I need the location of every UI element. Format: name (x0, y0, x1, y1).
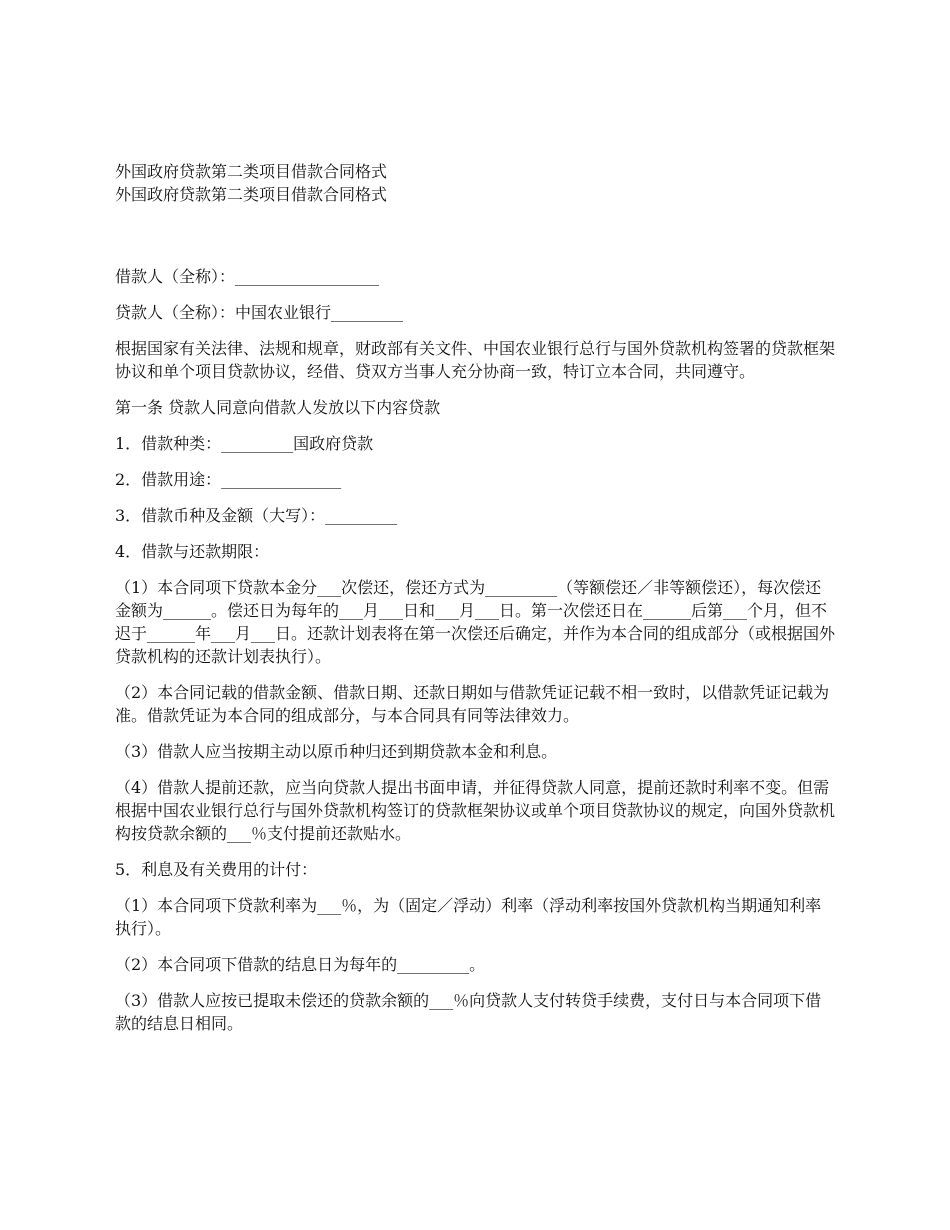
item-4-2-loan-voucher: （2）本合同记载的借款金额、借款日期、还款日期如与借款凭证记载不相一致时，以借款凭证记载为准。借款凭证为本合同的组成部分，与本合同具有同等法律效力。 (115, 683, 830, 725)
article-1-heading: 第一条 贷款人同意向借款人发放以下内容贷款 (115, 398, 441, 417)
item-5-1-interest-rate: （1）本合同项下贷款利率为___％，为（固定／浮动）利率（浮动利率按国外贷款机构当期通知利率执行）。 (115, 896, 822, 938)
document-subtitle: 外国政府贷款第二类项目借款合同格式 (115, 185, 388, 204)
item-5-interest-heading: 5．利息及有关费用的计付： (115, 860, 318, 879)
preamble-paragraph: 根据国家有关法律、法规和规章，财政部有关文件、中国农业银行总行与国外贷款机构签署的贷款框架协议和单个项目贷款协议，经借、贷双方当事人充分协商一致，特订立本合同，共同遵守。 (115, 339, 836, 381)
lender-line: 贷款人（全称）：中国农业银行_________ (115, 303, 404, 322)
item-3-currency-amount: 3．借款币种及金额（大写）：_________ (115, 506, 398, 525)
item-4-3-repay-on-time: （3）借款人应当按期主动以原币种归还到期贷款本金和利息。 (115, 742, 558, 761)
item-4-1-repayment: （1）本合同项下贷款本金分___次偿还，偿还方式为_________（等额偿还／非等额偿还），每次偿还金额为______。偿还日为每年的___月___日和___月___日。第一次偿还日在______后第___个月，但不迟于______年___月___日。还款计划表将在第一次偿还后确定，并作为本合同的组成部分（或根据国外贷款机构的还款计划表执行）。 (115, 578, 836, 666)
blank-spacer (115, 219, 835, 265)
contract-document (115, 160, 835, 1048)
document-title: 外国政府贷款第二类项目借款合同格式 (115, 162, 388, 181)
item-4-4-early-repayment: （4）借款人提前还款，应当向贷款人提出书面申请，并征得贷款人同意，提前还款时利率不变。但需根据中国农业银行总行与国外贷款机构签订的贷款框架协议或单个项目贷款协议的规定，向国外贷款机构按贷款余额的___％支付提前还款贴水。 (115, 778, 836, 843)
item-2-loan-purpose: 2．借款用途：_______________ (115, 470, 342, 489)
item-4-term-heading: 4．借款与还款期限： (115, 542, 270, 561)
item-1-loan-type: 1．借款种类：_________国政府贷款 (115, 434, 374, 453)
borrower-line: 借款人（全称）：__________________ (115, 267, 380, 286)
item-5-3-handling-fee: （3）借款人应按已提取未偿还的贷款余额的___％向贷款人支付转贷手续费，支付日与本合同项下借款的结息日相同。 (115, 991, 822, 1033)
item-5-2-settlement-date: （2）本合同项下借款的结息日为每年的_________。 (115, 955, 486, 974)
